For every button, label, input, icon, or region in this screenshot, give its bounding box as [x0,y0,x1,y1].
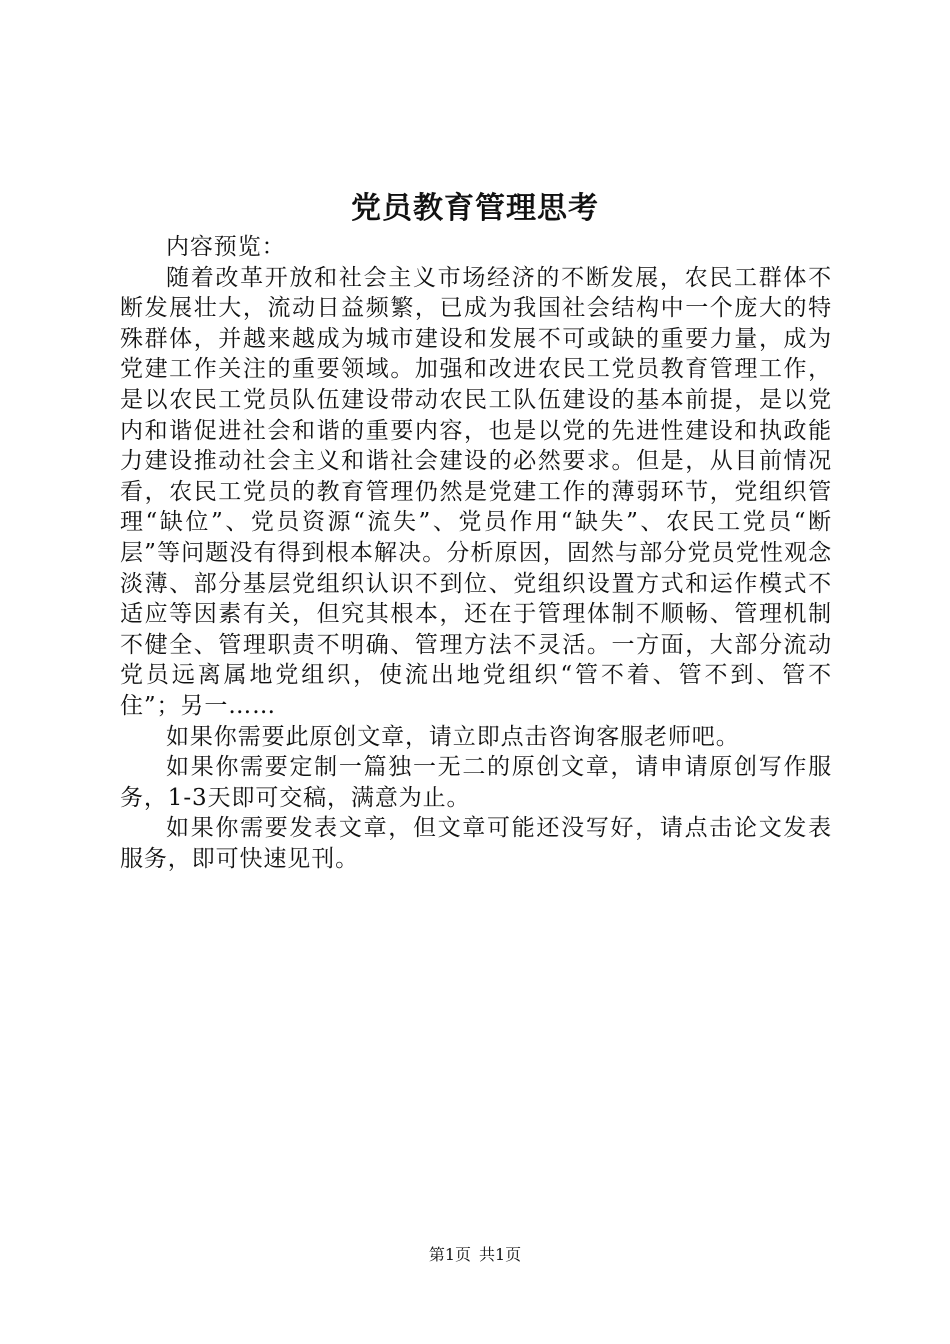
preview-label: 内容预览： [166,234,286,260]
document-body [120,232,832,874]
page-number-current: 第1页 [428,1245,471,1264]
note-original-article: 如果你需要此原创文章，请立即点击咨询客服老师吧。 [166,723,740,750]
note-publishing-service: 如果你需要发表文章，但文章可能还没写好，请点击论文发表服务，即可快速见刊。 [120,815,832,872]
page-footer [0,1244,950,1266]
note-custom-writing: 如果你需要定制一篇独一无二的原创文章，请申请原创写作服务，1-3天即可交稿，满意为止。 [120,754,832,811]
page-number-total: 共1页 [479,1245,522,1264]
document-title: 党员教育管理思考 [351,191,599,226]
main-paragraph: 随着改革开放和社会主义市场经济的不断发展，农民工群体不断发展壮大，流动日益频繁，已成为我国社会结构中一个庞大的特殊群体，并越来越成为城市建设和发展不可或缺的重要力量，成为党建工作关注的重要领域。加强和改进农民工党员教育管理工作，是以农民工党员队伍建设带动农民工队伍建设的基本前提，是以党内和谐促进社会和谐的重要内容，也是以党的先进性建设和执政能力建设推动社会主义和谐社会建设的必然要求。但是，从目前情况看，农民工党员的教育管理仍然是党建工作的薄弱环节，党组织管理“缺位”、党员资源“流失”、党员作用“缺失”、农民工党员“断层”等问题没有得到根本解决。分析原因，固然与部分党员党性观念淡薄、部分基层党组织认识不到位、党组织设置方式和运作模式不适应等因素有关，但究其根本，还在于管理体制不顺畅、管理机制不健全、管理职责不明确、管理方法不灵活。一方面，大部分流动党员远离属地党组织，使流出地党组织“管不着、管不到、管不住”；另一…… [120,264,832,719]
